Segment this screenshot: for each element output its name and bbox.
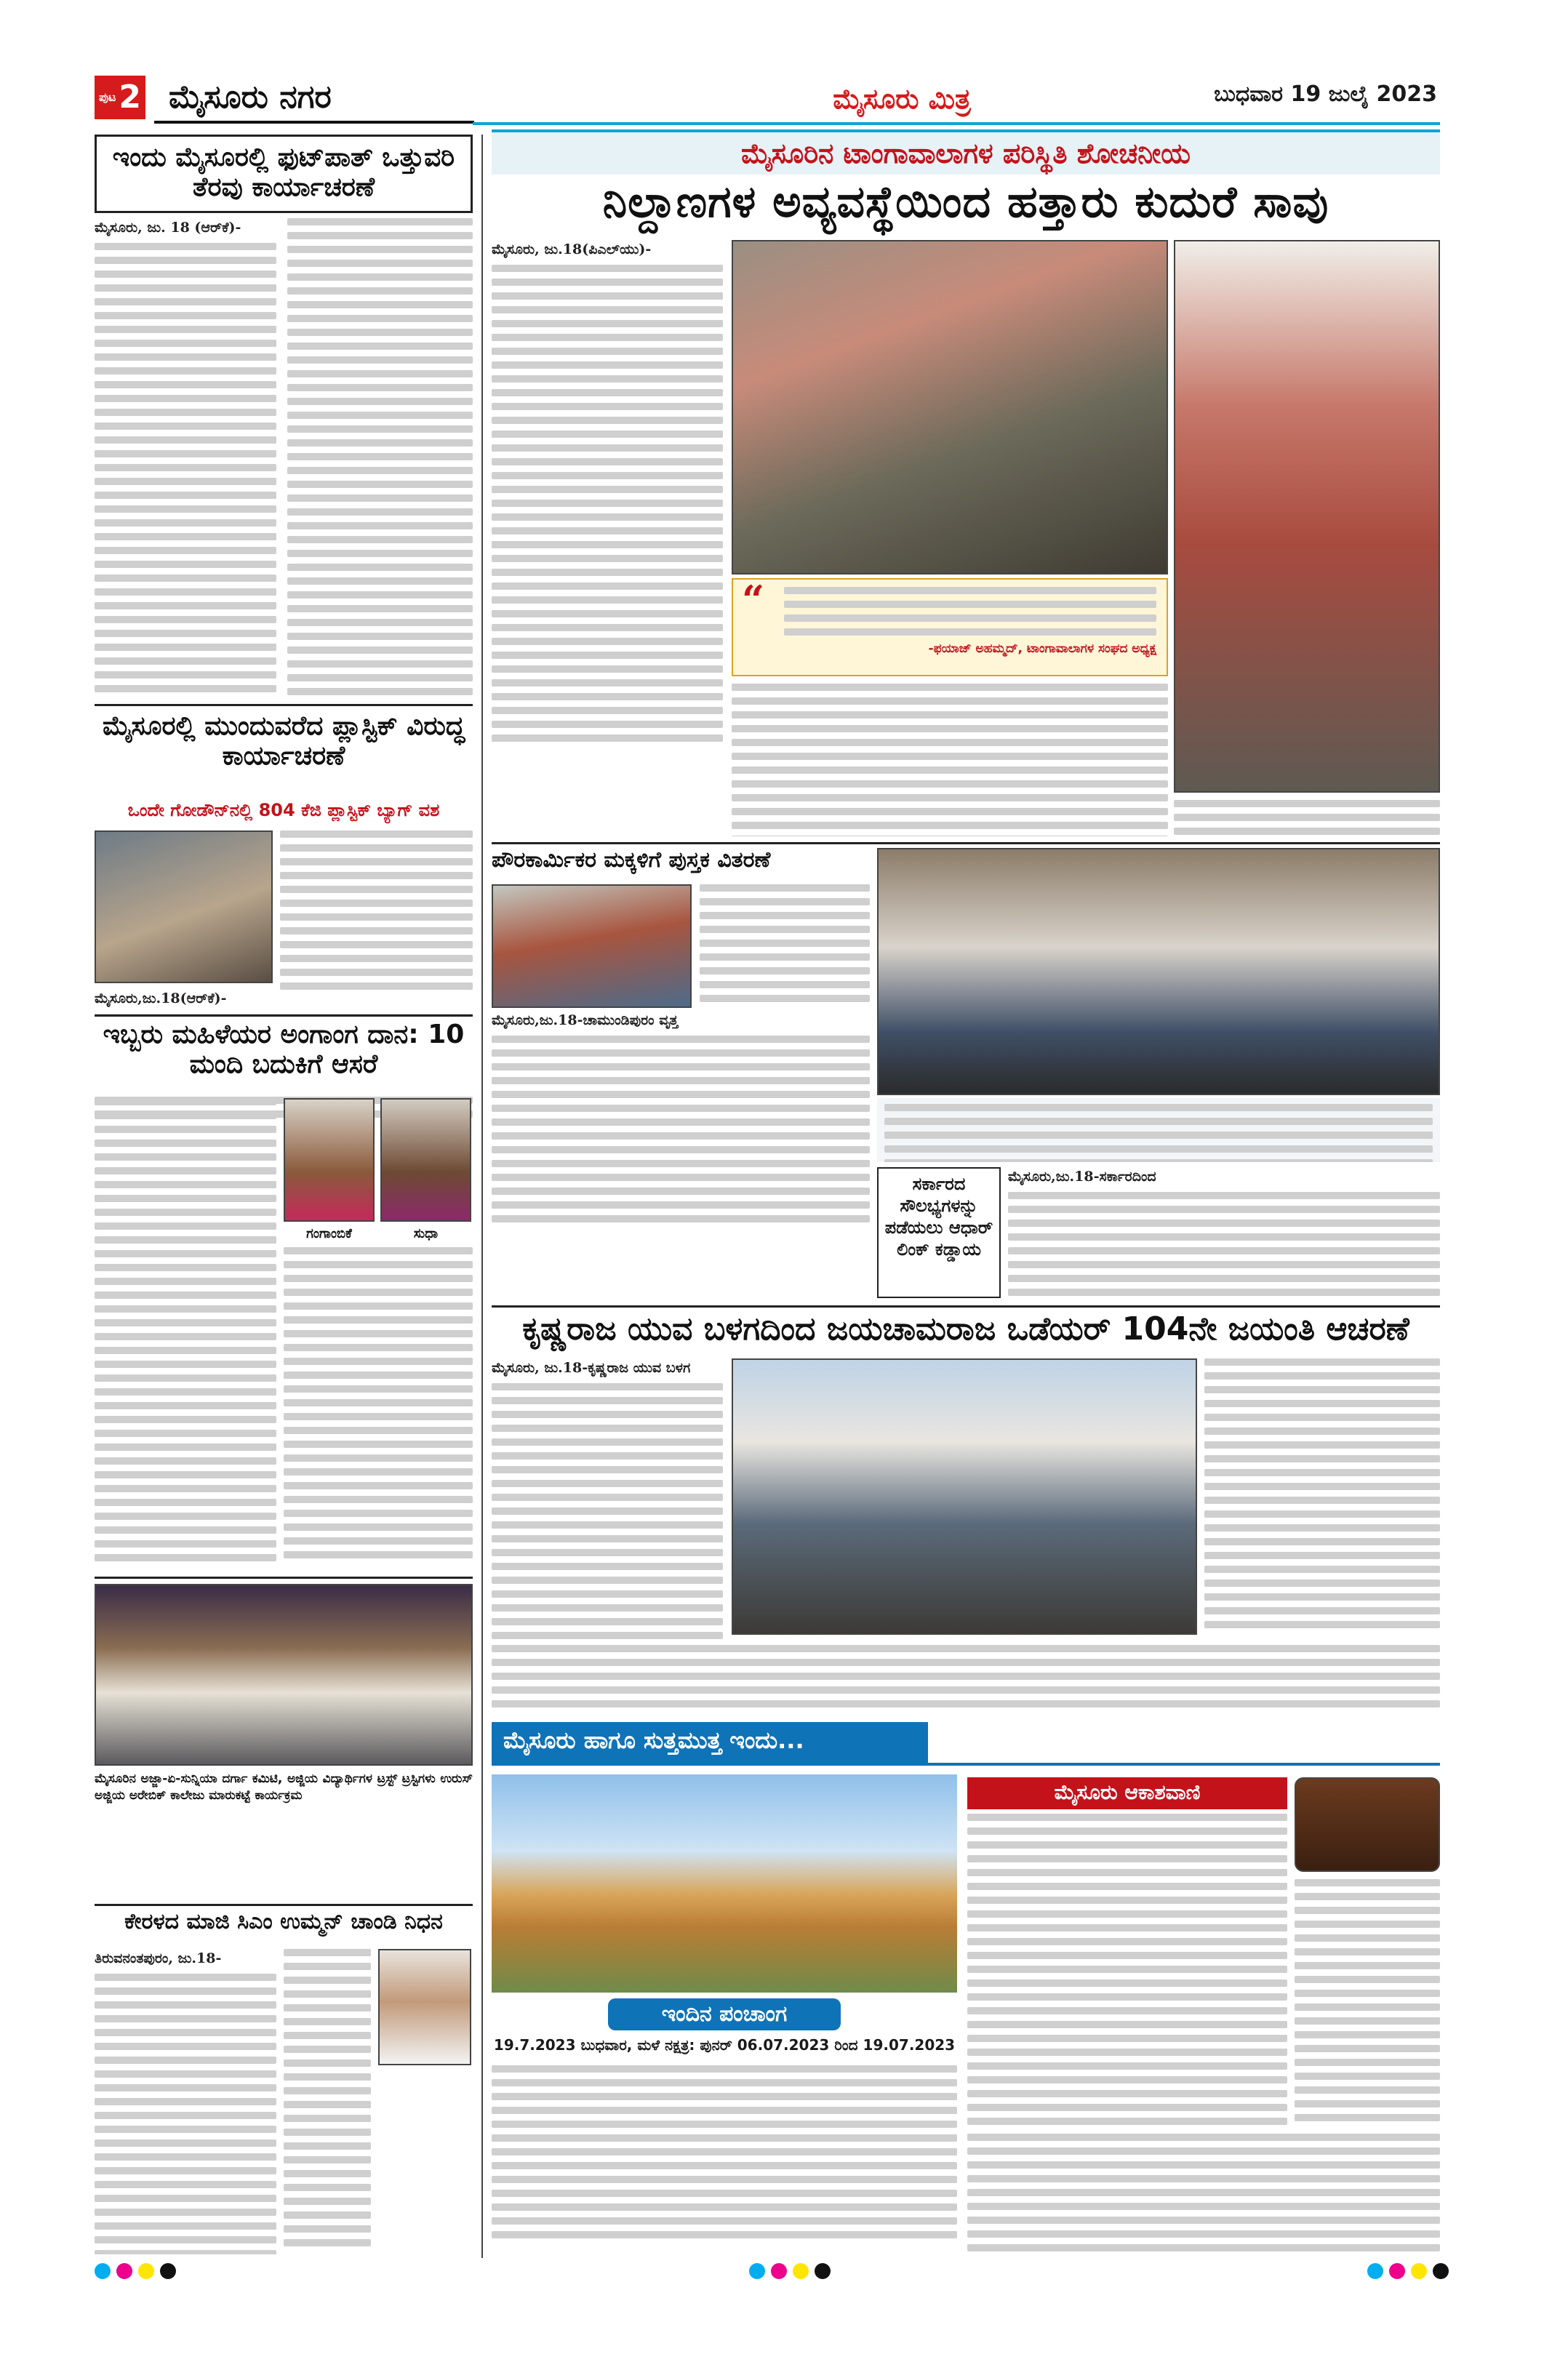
plastic-headline-box xyxy=(95,711,473,798)
registration-dot-magenta xyxy=(771,2263,787,2279)
lead-headline: ನಿಲ್ದಾಣಗಳ ಅವ್ಯವಸ್ಥೆಯಿಂದ ಹತ್ತಾರು ಕುದುರೆ ಸಾವು xyxy=(602,177,1329,228)
dargah-caption: ಮೈಸೂರಿನ ಅಜ್ಜಾ-ಏ-ಸುನ್ನಿಯಾ ದರ್ಗಾ ಕಮಿಟಿ, ಅಜ್ಜಿಯ ವಿದ್ಯಾರ್ಥಿಗಳ ಟ್ರಸ್ಟ್ ಟ್ರಸ್ಟಿಗಳು ಉರುಸ್ ಅಜ್ಜಿಯ ಅರೇಬಿಕ್ ಕಾಲೇಜು ಮಾರುಕಟ್ಟೆ ಕಾರ್ಯಕ್ರಮ xyxy=(95,1772,473,1803)
masthead-rule xyxy=(473,122,1440,125)
panchanga-line: 19.7.2023 ಬುಧವಾರ, ಮಳೆ ನಕ್ಷತ್ರ: ಪುನರ್ 06.07.2023 ರಿಂದ 19.07.2023 xyxy=(493,2036,956,2054)
jayanti-headline-box xyxy=(492,1311,1440,1355)
page-number-badge xyxy=(95,76,145,119)
felicitation-photo xyxy=(877,848,1440,1095)
registration-dot-yellow xyxy=(1411,2263,1427,2279)
chandy-photo xyxy=(378,1949,471,2065)
lead-body-col2 xyxy=(732,684,1168,836)
organ-headline: ಇಬ್ಬರು ಮಹಿಳೆಯರ ಅಂಗಾಂಗ ದಾನ: 10 ಮಂದಿ ಬದುಕಿಗೆ ಆಸರೆ xyxy=(103,1020,465,1080)
registration-dot-magenta xyxy=(116,2263,132,2279)
jayanti-body-col3 xyxy=(1204,1358,1440,1642)
registration-dot-cyan xyxy=(749,2263,765,2279)
donor-photo-1 xyxy=(284,1098,375,1222)
lead-photo-horse-shelter xyxy=(1174,240,1440,793)
chandy-headline: ಕೇರಳದ ಮಾಜಿ ಸಿಎಂ ಉಮ್ಮನ್ ಚಾಂಡಿ ನಿಧನ xyxy=(124,1910,443,1934)
registration-dot-black xyxy=(1433,2263,1449,2279)
footpath-headline: ಇಂದು ಮೈಸೂರಲ್ಲಿ ಫುಟ್‌ಪಾತ್ ಒತ್ತುವರಿ ತೆರವು ಕಾರ್ಯಾಚರಣೆ xyxy=(112,143,455,203)
books-body-right xyxy=(700,884,870,1008)
lead-photo-horses-stand xyxy=(732,240,1168,575)
books-headline: ಪೌರಕಾರ್ಮಿಕರ ಮಕ್ಕಳಿಗೆ ಪುಸ್ತಕ ವಿತರಣೆ xyxy=(492,848,771,873)
today-events-col1 xyxy=(492,2065,957,2254)
registration-dot-cyan xyxy=(95,2263,111,2279)
radio-title: ಮೈಸೂರು ಆಕಾಶವಾಣಿ xyxy=(967,1777,1287,1809)
lead-body-col1 xyxy=(492,240,723,749)
dargah-photo xyxy=(95,1584,473,1766)
footpath-body-col1 xyxy=(95,218,276,698)
radio-schedule-col xyxy=(967,1814,1287,2126)
page-number: 2 xyxy=(119,79,142,116)
registration-dot-magenta xyxy=(1389,2263,1405,2279)
issue-date: ಬುಧವಾರ 19 ಜುಲೈ 2023 xyxy=(1214,81,1437,107)
today-banner: ಮೈಸೂರು ಹಾಗೂ ಸುತ್ತಮುತ್ತ ಇಂದು... xyxy=(492,1722,928,1763)
jayanti-body-bottom xyxy=(492,1645,1440,1718)
mysore-palace-photo xyxy=(492,1774,957,1993)
jayanti-headline: ಕೃಷ್ಣರಾಜ ಯುವ ಬಳಗದಿಂದ ಜಯಚಾಮರಾಜ ಒಡೆಯರ್ 104ನೇ ಜಯಂತಿ ಆಚರಣೆ xyxy=(522,1311,1409,1348)
quote-mark-icon: “ xyxy=(742,578,765,623)
lead-body-col3 xyxy=(1174,800,1440,840)
books-photo xyxy=(492,884,692,1008)
aadhaar-dateline: ಮೈಸೂರು,ಜು.18-ಸರ್ಕಾರದಿಂದ xyxy=(1008,1169,1156,1185)
radio-schedule-col2 xyxy=(1295,1879,1440,2126)
registration-dot-yellow xyxy=(138,2263,154,2279)
body-text-lines xyxy=(95,243,276,698)
plastic-subhead: ಒಂದೇ ಗೋಡೌನ್‌ನಲ್ಲಿ 804 ಕೆಜಿ ಪ್ಲಾಸ್ಟಿಕ್ ಬ್ಯಾಗ್ ವಶ xyxy=(127,800,440,820)
donor-photo-2 xyxy=(380,1098,471,1222)
books-headline-box xyxy=(492,848,870,881)
lead-headline-box xyxy=(492,177,1440,236)
jayanti-group-photo xyxy=(732,1358,1197,1635)
organ-headline-box xyxy=(95,1014,473,1094)
today-events-col2 xyxy=(967,2134,1440,2257)
footpath-dateline: ಮೈಸೂರು, ಜು. 18 (ಆರ್‌ಕೆ)- xyxy=(95,220,241,236)
registration-dot-cyan xyxy=(1367,2263,1383,2279)
lead-kicker: ಮೈಸೂರಿನ ಟಾಂಗಾವಾಲಾಗಳ ಪರಿಸ್ಥಿತಿ ಶೋಚನೀಯ xyxy=(741,137,1191,169)
organ-body-col1 xyxy=(95,1098,276,1564)
plastic-body-right xyxy=(280,830,473,990)
chandy-dateline: ತಿರುವನಂತಪುರಂ, ಜು.18- xyxy=(95,1950,222,1966)
organ-body-col2 xyxy=(284,1247,473,1564)
donor-caption-1: ಗಂಗಾಂಬಿಕೆ xyxy=(306,1226,352,1241)
footpath-headline-box xyxy=(95,135,473,213)
plastic-dateline: ಮೈಸೂರು,ಜು.18(ಆರ್‌ಕೆ)- xyxy=(95,990,227,1006)
books-body xyxy=(492,1011,870,1229)
donor-caption-2: ಸುಧಾ xyxy=(413,1226,439,1241)
registration-dot-black xyxy=(160,2263,176,2279)
plastic-photo xyxy=(95,830,273,983)
footpath-body-col2 xyxy=(287,218,473,698)
chandy-body-col1 xyxy=(95,1949,276,2254)
jayanti-body-col1 xyxy=(492,1358,723,1642)
section-title: ಮೈಸೂರು ನಗರ xyxy=(154,73,474,124)
chandy-headline-box xyxy=(95,1910,473,1945)
lead-dateline: ಮೈಸೂರು, ಜು.18(ಪಿಎಲ್‌ಯು)- xyxy=(492,241,652,257)
newspaper-brand: ಮೈಸೂರು ಮಿತ್ರ xyxy=(833,82,971,115)
lead-quote-box xyxy=(732,578,1168,676)
registration-dot-yellow xyxy=(793,2263,809,2279)
lead-kicker-bar xyxy=(492,129,1440,175)
plastic-headline: ಮೈಸೂರಲ್ಲಿ ಮುಂದುವರೆದ ಪ್ಲಾಸ್ಟಿಕ್ ವಿರುದ್ಧ ಕಾರ್ಯಾಚರಣೆ xyxy=(102,711,465,772)
aadhaar-body xyxy=(1008,1167,1440,1298)
books-dateline: ಮೈಸೂರು,ಜು.18-ಚಾಮುಂಡಿಪುರಂ ವೃತ್ತ xyxy=(492,1012,679,1028)
page-label: ಪುಟ xyxy=(98,90,116,104)
radio-icon xyxy=(1295,1777,1440,1872)
divider xyxy=(95,704,473,706)
felicitation-caption-box xyxy=(877,1098,1440,1162)
aadhaar-side-head: ಸರ್ಕಾರದ ಸೌಲಭ್ಯಗಳನ್ನು ಪಡೆಯಲು ಆಧಾರ್ ಲಿಂಕ್ ಕಡ್ಡಾಯ xyxy=(877,1167,1001,1298)
registration-dot-black xyxy=(815,2263,831,2279)
jayanti-dateline: ಮೈಸೂರು, ಜು.18-ಕೃಷ್ಣರಾಜ ಯುವ ಬಳಗ xyxy=(492,1360,691,1376)
panchanga-title: ಇಂದಿನ ಪಂಚಾಂಗ xyxy=(608,1998,841,2030)
chandy-body-col2 xyxy=(284,1949,371,2254)
lead-quote-attribution: -ಫಯಾಜ್ ಅಹಮ್ಮದ್, ಟಾಂಗಾವಾಲಾಗಳ ಸಂಘದ ಅಧ್ಯಕ್ಷ xyxy=(928,641,1156,656)
